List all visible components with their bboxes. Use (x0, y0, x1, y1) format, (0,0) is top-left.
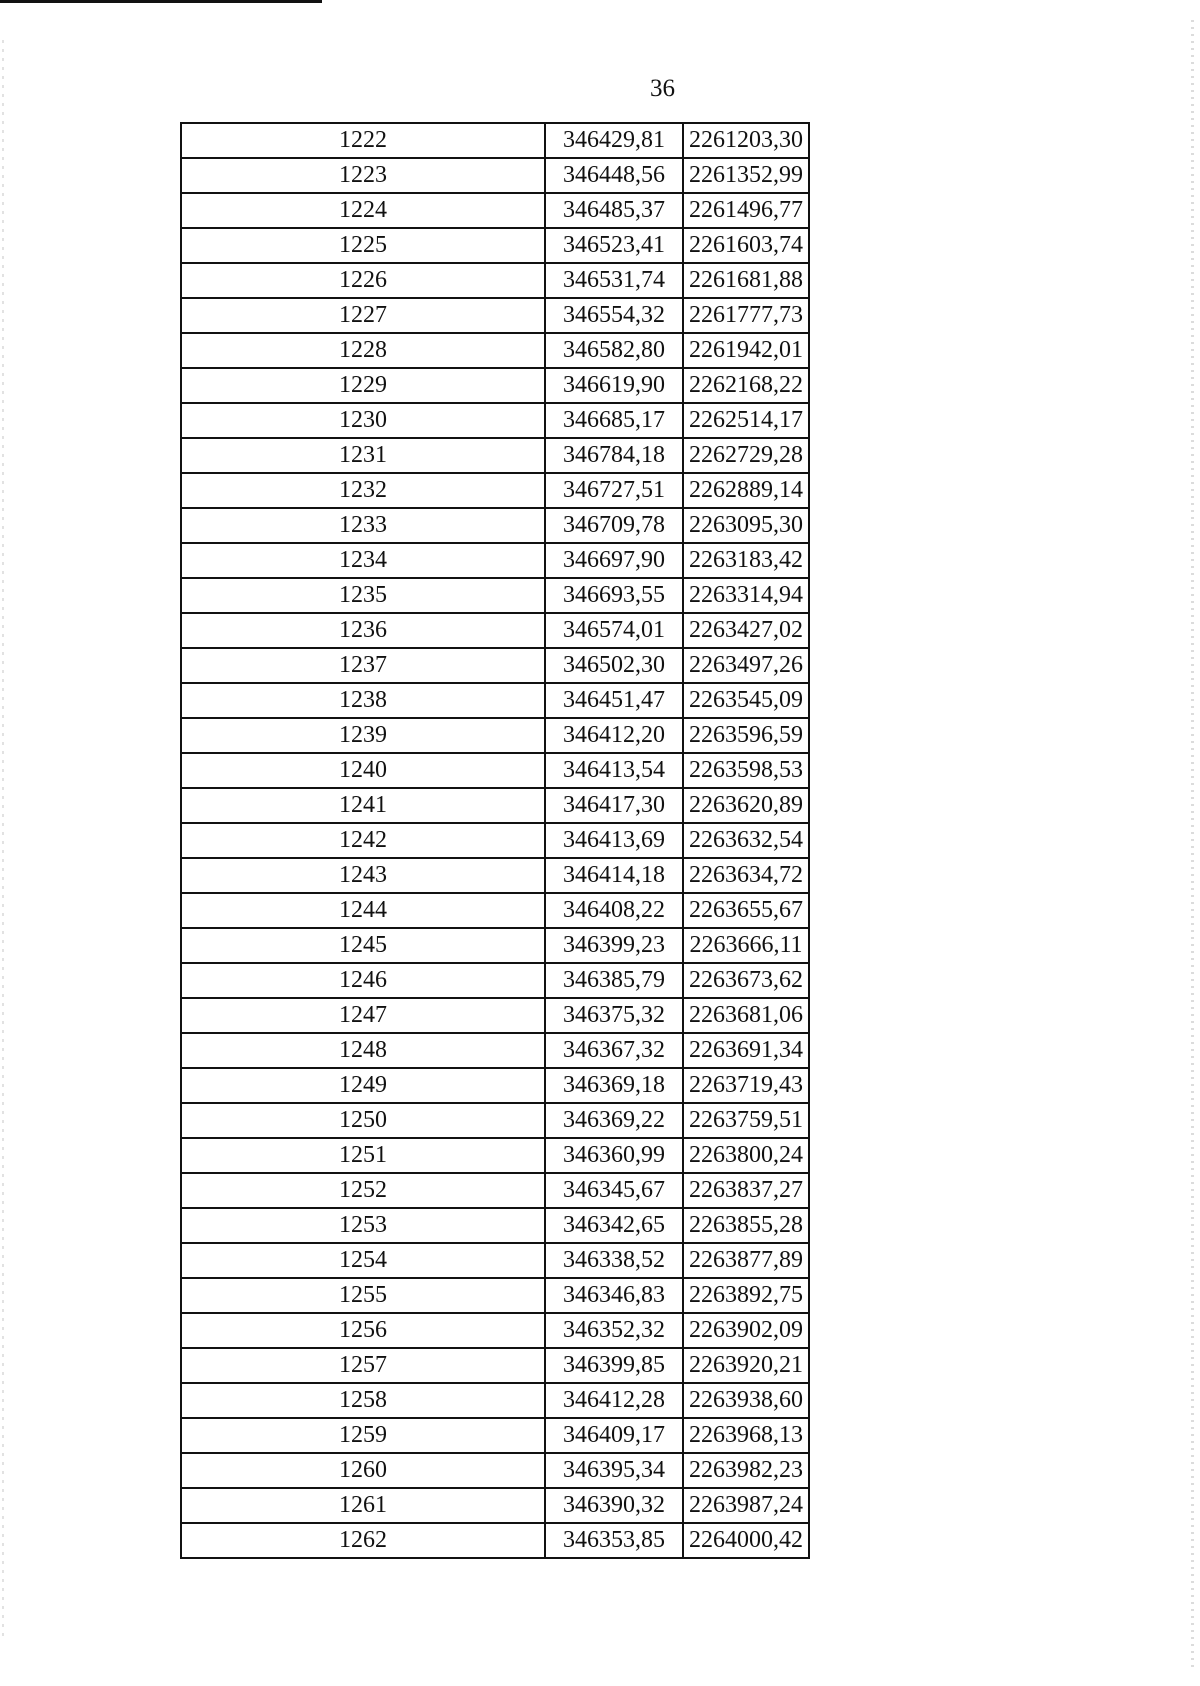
table-row (181, 1208, 809, 1243)
point-number-cell: 1235 (181, 578, 545, 613)
point-number-cell: 1236 (181, 613, 545, 648)
y-coordinate-cell: 2262729,28 (683, 438, 809, 473)
table-row (181, 928, 809, 963)
table-row (181, 508, 809, 543)
point-number-cell: 1223 (181, 158, 545, 193)
x-coordinate-cell: 346413,69 (545, 823, 683, 858)
y-coordinate-cell: 2263632,54 (683, 823, 809, 858)
x-coordinate-cell: 346395,34 (545, 1453, 683, 1488)
x-coordinate-cell: 346582,80 (545, 333, 683, 368)
table-row (181, 1033, 809, 1068)
x-coordinate-cell: 346353,85 (545, 1523, 683, 1558)
x-coordinate-cell: 346375,32 (545, 998, 683, 1033)
point-number-cell: 1227 (181, 298, 545, 333)
y-coordinate-cell: 2263427,02 (683, 613, 809, 648)
x-coordinate-cell: 346385,79 (545, 963, 683, 998)
y-coordinate-cell: 2263902,09 (683, 1313, 809, 1348)
coordinates-table (180, 122, 810, 1559)
table-row (181, 1138, 809, 1173)
table-row (181, 543, 809, 578)
point-number-cell: 1256 (181, 1313, 545, 1348)
x-coordinate-cell: 346502,30 (545, 648, 683, 683)
table-row (181, 1523, 809, 1558)
table-row (181, 1068, 809, 1103)
point-number-cell: 1248 (181, 1033, 545, 1068)
table-row (181, 263, 809, 298)
y-coordinate-cell: 2262514,17 (683, 403, 809, 438)
table-row (181, 473, 809, 508)
x-coordinate-cell: 346413,54 (545, 753, 683, 788)
point-number-cell: 1251 (181, 1138, 545, 1173)
table-row (181, 333, 809, 368)
point-number-cell: 1250 (181, 1103, 545, 1138)
y-coordinate-cell: 2263598,53 (683, 753, 809, 788)
y-coordinate-cell: 2262889,14 (683, 473, 809, 508)
x-coordinate-cell: 346360,99 (545, 1138, 683, 1173)
y-coordinate-cell: 2263634,72 (683, 858, 809, 893)
y-coordinate-cell: 2263987,24 (683, 1488, 809, 1523)
point-number-cell: 1241 (181, 788, 545, 823)
point-number-cell: 1252 (181, 1173, 545, 1208)
x-coordinate-cell: 346414,18 (545, 858, 683, 893)
point-number-cell: 1232 (181, 473, 545, 508)
point-number-cell: 1259 (181, 1418, 545, 1453)
table-row (181, 123, 809, 158)
table-row (181, 578, 809, 613)
table-row (181, 1488, 809, 1523)
point-number-cell: 1261 (181, 1488, 545, 1523)
point-number-cell: 1230 (181, 403, 545, 438)
x-coordinate-cell: 346369,22 (545, 1103, 683, 1138)
x-coordinate-cell: 346412,28 (545, 1383, 683, 1418)
point-number-cell: 1229 (181, 368, 545, 403)
table-row (181, 683, 809, 718)
point-number-cell: 1247 (181, 998, 545, 1033)
point-number-cell: 1231 (181, 438, 545, 473)
x-coordinate-cell: 346369,18 (545, 1068, 683, 1103)
y-coordinate-cell: 2261603,74 (683, 228, 809, 263)
point-number-cell: 1245 (181, 928, 545, 963)
x-coordinate-cell: 346412,20 (545, 718, 683, 753)
table-row (181, 1383, 809, 1418)
table-row (181, 1278, 809, 1313)
x-coordinate-cell: 346554,32 (545, 298, 683, 333)
y-coordinate-cell: 2263800,24 (683, 1138, 809, 1173)
table-row (181, 298, 809, 333)
point-number-cell: 1253 (181, 1208, 545, 1243)
y-coordinate-cell: 2261352,99 (683, 158, 809, 193)
x-coordinate-cell: 346390,32 (545, 1488, 683, 1523)
table-row (181, 1173, 809, 1208)
x-coordinate-cell: 346448,56 (545, 158, 683, 193)
y-coordinate-cell: 2264000,42 (683, 1523, 809, 1558)
y-coordinate-cell: 2263666,11 (683, 928, 809, 963)
scan-edge-right (1191, 20, 1194, 1670)
x-coordinate-cell: 346693,55 (545, 578, 683, 613)
x-coordinate-cell: 346342,65 (545, 1208, 683, 1243)
y-coordinate-cell: 2263938,60 (683, 1383, 809, 1418)
point-number-cell: 1258 (181, 1383, 545, 1418)
x-coordinate-cell: 346619,90 (545, 368, 683, 403)
point-number-cell: 1242 (181, 823, 545, 858)
table-row (181, 368, 809, 403)
table-row (181, 1313, 809, 1348)
table-row (181, 1453, 809, 1488)
point-number-cell: 1244 (181, 893, 545, 928)
point-number-cell: 1240 (181, 753, 545, 788)
y-coordinate-cell: 2263855,28 (683, 1208, 809, 1243)
point-number-cell: 1249 (181, 1068, 545, 1103)
x-coordinate-cell: 346352,32 (545, 1313, 683, 1348)
y-coordinate-cell: 2263837,27 (683, 1173, 809, 1208)
table-row (181, 823, 809, 858)
x-coordinate-cell: 346784,18 (545, 438, 683, 473)
y-coordinate-cell: 2263759,51 (683, 1103, 809, 1138)
point-number-cell: 1260 (181, 1453, 545, 1488)
table-row (181, 718, 809, 753)
y-coordinate-cell: 2263620,89 (683, 788, 809, 823)
x-coordinate-cell: 346399,85 (545, 1348, 683, 1383)
table-row (181, 158, 809, 193)
y-coordinate-cell: 2262168,22 (683, 368, 809, 403)
y-coordinate-cell: 2263545,09 (683, 683, 809, 718)
y-coordinate-cell: 2261681,88 (683, 263, 809, 298)
x-coordinate-cell: 346709,78 (545, 508, 683, 543)
table-row (181, 858, 809, 893)
table-row (181, 228, 809, 263)
y-coordinate-cell: 2263719,43 (683, 1068, 809, 1103)
y-coordinate-cell: 2263691,34 (683, 1033, 809, 1068)
y-coordinate-cell: 2263681,06 (683, 998, 809, 1033)
point-number-cell: 1237 (181, 648, 545, 683)
table-row (181, 998, 809, 1033)
y-coordinate-cell: 2261942,01 (683, 333, 809, 368)
top-rule (0, 0, 322, 3)
coordinates-table-body (181, 123, 809, 1558)
y-coordinate-cell: 2263655,67 (683, 893, 809, 928)
point-number-cell: 1239 (181, 718, 545, 753)
table-row (181, 403, 809, 438)
y-coordinate-cell: 2261203,30 (683, 123, 809, 158)
point-number-cell: 1226 (181, 263, 545, 298)
x-coordinate-cell: 346451,47 (545, 683, 683, 718)
point-number-cell: 1262 (181, 1523, 545, 1558)
point-number-cell: 1246 (181, 963, 545, 998)
point-number-cell: 1238 (181, 683, 545, 718)
y-coordinate-cell: 2263497,26 (683, 648, 809, 683)
point-number-cell: 1234 (181, 543, 545, 578)
x-coordinate-cell: 346338,52 (545, 1243, 683, 1278)
x-coordinate-cell: 346574,01 (545, 613, 683, 648)
y-coordinate-cell: 2263596,59 (683, 718, 809, 753)
x-coordinate-cell: 346399,23 (545, 928, 683, 963)
table-row (181, 753, 809, 788)
table-row (181, 1243, 809, 1278)
page-number: 36 (650, 75, 675, 102)
x-coordinate-cell: 346523,41 (545, 228, 683, 263)
point-number-cell: 1222 (181, 123, 545, 158)
y-coordinate-cell: 2261496,77 (683, 193, 809, 228)
x-coordinate-cell: 346408,22 (545, 893, 683, 928)
y-coordinate-cell: 2263892,75 (683, 1278, 809, 1313)
table-row (181, 613, 809, 648)
point-number-cell: 1225 (181, 228, 545, 263)
x-coordinate-cell: 346345,67 (545, 1173, 683, 1208)
table-row (181, 893, 809, 928)
y-coordinate-cell: 2263095,30 (683, 508, 809, 543)
table-row (181, 648, 809, 683)
y-coordinate-cell: 2261777,73 (683, 298, 809, 333)
table-row (181, 193, 809, 228)
point-number-cell: 1243 (181, 858, 545, 893)
y-coordinate-cell: 2263968,13 (683, 1418, 809, 1453)
point-number-cell: 1233 (181, 508, 545, 543)
x-coordinate-cell: 346697,90 (545, 543, 683, 578)
point-number-cell: 1257 (181, 1348, 545, 1383)
table-row (181, 438, 809, 473)
point-number-cell: 1228 (181, 333, 545, 368)
y-coordinate-cell: 2263183,42 (683, 543, 809, 578)
x-coordinate-cell: 346409,17 (545, 1418, 683, 1453)
scan-edge-left (2, 40, 4, 1640)
y-coordinate-cell: 2263920,21 (683, 1348, 809, 1383)
y-coordinate-cell: 2263673,62 (683, 963, 809, 998)
x-coordinate-cell: 346727,51 (545, 473, 683, 508)
x-coordinate-cell: 346346,83 (545, 1278, 683, 1313)
table-row (181, 788, 809, 823)
x-coordinate-cell: 346531,74 (545, 263, 683, 298)
x-coordinate-cell: 346417,30 (545, 788, 683, 823)
x-coordinate-cell: 346485,37 (545, 193, 683, 228)
x-coordinate-cell: 346685,17 (545, 403, 683, 438)
x-coordinate-cell: 346367,32 (545, 1033, 683, 1068)
table-row (181, 1103, 809, 1138)
table-row (181, 1418, 809, 1453)
y-coordinate-cell: 2263982,23 (683, 1453, 809, 1488)
point-number-cell: 1255 (181, 1278, 545, 1313)
table-row (181, 963, 809, 998)
point-number-cell: 1254 (181, 1243, 545, 1278)
point-number-cell: 1224 (181, 193, 545, 228)
y-coordinate-cell: 2263877,89 (683, 1243, 809, 1278)
table-row (181, 1348, 809, 1383)
y-coordinate-cell: 2263314,94 (683, 578, 809, 613)
x-coordinate-cell: 346429,81 (545, 123, 683, 158)
